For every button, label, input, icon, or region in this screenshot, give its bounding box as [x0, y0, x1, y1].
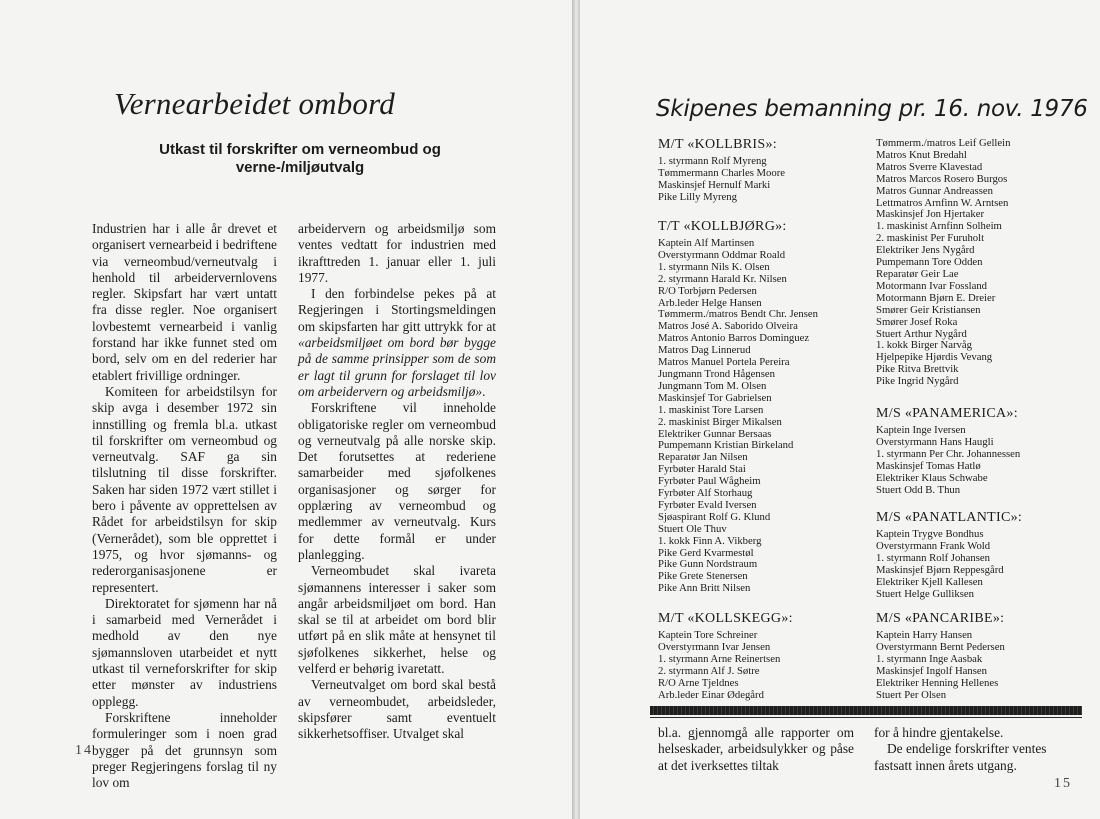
- crew-member: Kaptein Harry Hansen: [876, 629, 973, 641]
- crew-section-kollbjorg: [658, 219, 868, 595]
- crew-member: Matros Sverre Klavestad: [876, 160, 983, 173]
- crew-member: Stuert Helge Gulliksen: [876, 587, 974, 600]
- ship-name: M/S «PANCARIBE»:: [876, 611, 1005, 626]
- crew-member: R/O Arne Tjeldnes: [658, 676, 739, 689]
- crew-member: Overstyrmann Frank Wold: [876, 539, 991, 552]
- paragraph: [298, 286, 496, 400]
- crew-member: Stuert Odd B. Thun: [876, 483, 961, 496]
- paragraph: arbeidervern og arbeidsmiljø som ventes vedtatt for industrien med ikrafttreden 1. januar eller 1. juli 1977.: [298, 221, 496, 285]
- crew-member: Kaptein Inge Iversen: [876, 424, 966, 436]
- crew-member: 1. styrmann Inge Aasbak: [876, 652, 983, 665]
- crew-member: Kaptein Tore Schreiner: [658, 629, 758, 641]
- article-continuation-column-1: [658, 725, 854, 774]
- crew-member: Tømmermann Charles Moore: [658, 166, 786, 179]
- crew-member: Fyrbøter Alf Storhaug: [658, 487, 753, 500]
- crew-member: Elektriker Jens Nygård: [876, 244, 975, 257]
- paragraph: Forskriftene vil inneholde obligatoriske regler om verneombud og verneutvalg på alle norske skip. Det forutsettes at rederiene samarbeider med sjøfolkenes organisasjoner og sørger for opplæring av verneombud og medlemmer av verneutvalg. Kurs for dette formål er under planlegging.: [298, 400, 496, 562]
- crew-member: Jungmann Tom M. Olsen: [658, 379, 767, 392]
- crew-member: Matros Gunnar Andreassen: [876, 184, 993, 197]
- crew-member: 1. styrmann Arne Reinertsen: [658, 652, 781, 665]
- ship-name: M/T «KOLLBRIS»:: [658, 137, 777, 152]
- article-title: Vernearbeidet ombord: [114, 86, 395, 121]
- crew-member: Maskinsjef Tor Gabrielsen: [658, 391, 772, 404]
- section-divider-thin: [650, 717, 1082, 718]
- paragraph-text: .: [482, 383, 486, 399]
- crew-member: Stuert Per Olsen: [876, 688, 947, 701]
- quoted-statement: «arbeidsmiljøet om bord bør bygge på de samme prinsipper som de som er lagt til grunn for forslaget til lov om arbeidervern og arbeidsmiljø»: [298, 335, 496, 399]
- crew-list-title: Skipenes bemanning pr. 16. nov. 1976: [656, 96, 1088, 122]
- crew-member: Motormann Bjørn E. Dreier: [876, 291, 996, 304]
- crew-section-kollskegg: [658, 611, 868, 701]
- crew-member: Tømmerm./matros Leif Gellein: [876, 137, 1011, 149]
- crew-member: Pike Ann Britt Nilsen: [658, 582, 751, 595]
- crew-member: Overstyrmann Ivar Jensen: [658, 640, 771, 653]
- crew-member: Maskinsjef Jon Hjertaker: [876, 208, 985, 221]
- crew-list: [876, 529, 1086, 600]
- crew-member: Pike Ritva Brettvik: [876, 363, 959, 376]
- crew-member: Fyrbøter Evald Iversen: [658, 498, 757, 511]
- crew-section-panamerica: [876, 406, 1086, 496]
- crew-member: 2. maskinist Birger Mikalsen: [658, 415, 782, 428]
- crew-member: Pumpemann Tore Odden: [876, 256, 983, 269]
- crew-member: Maskinsjef Ingolf Hansen: [876, 664, 988, 677]
- article-subtitle: Utkast til forskrifter om verneombud og verne-/miljøutvalg: [159, 141, 441, 176]
- crew-member: Pike Gunn Nordstraum: [658, 558, 758, 571]
- ship-name: M/S «PANATLANTIC»:: [876, 510, 1023, 525]
- crew-member: Maskinsjef Bjørn Reppesgård: [876, 563, 1004, 576]
- crew-member: Smører Geir Kristiansen: [876, 303, 981, 316]
- crew-member: 1. styrmann Rolf Johansen: [876, 551, 990, 564]
- crew-member: Hjelpepike Hjørdis Vevang: [876, 351, 993, 364]
- crew-section-panatlantic: [876, 510, 1086, 600]
- crew-member: Pike Gerd Kvarmestøl: [658, 546, 754, 559]
- crew-member: Matros Antonio Barros Dominguez: [658, 332, 810, 345]
- crew-member: Stuert Arthur Nygård: [876, 327, 967, 340]
- crew-member: Fyrbøter Paul Wågheim: [658, 475, 761, 488]
- crew-member: 2. styrmann Alf J. Søtre: [658, 664, 760, 677]
- page-number: 15: [1054, 776, 1072, 791]
- book-gutter: [572, 0, 580, 819]
- paragraph: Industrien har i alle år drevet et organisert vernearbeid i bedriftene via verneombud/verneutvalg i henhold til arbeidervernlovens regler. Skipsfart har vært untatt fra disse regler. Noe organisert lovbestemt vernearbeid i vanlig forstand har ikke funnet sted om bord, selv om en del rederier har etablert frivillige ordninger.: [92, 221, 277, 383]
- crew-member: Arb.leder Helge Hansen: [658, 296, 762, 309]
- crew-member: 1. kokk Birger Narvåg: [876, 339, 972, 352]
- crew-list: [658, 630, 868, 701]
- crew-member: Matros Manuel Portela Pereira: [658, 356, 790, 369]
- crew-member: Pike Lilly Myreng: [658, 190, 737, 203]
- crew-member: Motormann Ivar Fossland: [876, 279, 988, 292]
- crew-member: Elektriker Klaus Schwabe: [876, 471, 988, 484]
- section-divider: [650, 706, 1082, 715]
- crew-member: 1. maskinist Arnfinn Solheim: [876, 220, 1002, 233]
- ship-name: M/S «PANAMERICA»:: [876, 406, 1018, 421]
- crew-member: Reparatør Geir Lae: [876, 267, 959, 280]
- article-column-2: [298, 221, 496, 743]
- crew-member: Elektriker Kjell Kallesen: [876, 575, 983, 588]
- crew-member: Matros José A. Saborido Olveira: [658, 320, 798, 333]
- crew-member: Overstyrmann Oddmar Roald: [658, 248, 786, 261]
- crew-list: [658, 238, 868, 595]
- crew-member: 1. styrmann Nils K. Olsen: [658, 260, 770, 273]
- ship-name: T/T «KOLLBJØRG»:: [658, 219, 787, 234]
- crew-member: Overstyrmann Hans Haugli: [876, 435, 994, 448]
- crew-member: Elektriker Gunnar Bersaas: [658, 427, 772, 440]
- crew-member: Kaptein Alf Martinsen: [658, 237, 755, 249]
- crew-member: Matros Marcos Rosero Burgos: [876, 172, 1008, 185]
- crew-section-kollbris: [658, 137, 868, 204]
- crew-member: Matros Dag Linnerud: [658, 344, 751, 357]
- crew-member: Pumpemann Kristian Birkeland: [658, 439, 794, 452]
- crew-member: Maskinsjef Hernulf Marki: [658, 178, 771, 191]
- crew-member: Tømmerm./matros Bendt Chr. Jensen: [658, 308, 818, 321]
- crew-member: Pike Grete Stenersen: [658, 570, 748, 583]
- crew-member: Jungmann Trond Hågensen: [658, 367, 775, 380]
- crew-section-pancaribe: [876, 611, 1086, 701]
- paragraph: bl.a. gjennomgå alle rapporter om helseskader, arbeidsulykker og påse at det iverksettes tiltak: [658, 725, 854, 773]
- crew-member: 1. styrmann Rolf Myreng: [658, 155, 767, 167]
- page-number: 14: [75, 743, 93, 758]
- crew-member: Maskinsjef Tomas Hatlø: [876, 459, 981, 472]
- crew-member: Sjøaspirant Rolf G. Klund: [658, 510, 771, 523]
- crew-member: 2. styrmann Harald Kr. Nilsen: [658, 272, 787, 285]
- crew-member: Fyrbøter Harald Stai: [658, 463, 746, 476]
- crew-member: Matros Knut Bredahl: [876, 148, 967, 161]
- crew-list: [876, 630, 1086, 701]
- crew-member: 2. maskinist Per Furuholt: [876, 232, 985, 245]
- crew-member: Overstyrmann Bernt Pedersen: [876, 640, 1005, 653]
- article-column-1: [92, 221, 277, 791]
- crew-list: [658, 156, 868, 204]
- ship-name: M/T «KOLLSKEGG»:: [658, 611, 793, 626]
- paragraph: for å hindre gjentakelse.: [874, 725, 1004, 740]
- crew-member: Pike Ingrid Nygård: [876, 375, 959, 388]
- crew-member: R/O Torbjørn Pedersen: [658, 284, 757, 297]
- crew-list: [876, 138, 1086, 388]
- crew-section-kollbjorg-continued: [876, 138, 1086, 388]
- paragraph: Verneutvalget om bord skal bestå av verneombudet, arbeidsleder, skipsfører samt eventuelt sikkerhetsoffiser. Utvalget skal: [298, 677, 496, 742]
- crew-member: Reparatør Jan Nilsen: [658, 451, 748, 464]
- crew-member: Arb.leder Einar Ødegård: [658, 688, 764, 701]
- crew-member: Kaptein Trygve Bondhus: [876, 528, 984, 540]
- crew-list: [876, 425, 1086, 496]
- paragraph: Forskriftene inneholder formuleringer som i noen grad bygger på det grunnsyn som preger Regjeringens forslag til ny lov om: [92, 709, 277, 791]
- crew-member: Stuert Ole Thuv: [658, 522, 727, 535]
- crew-member: 1. styrmann Per Chr. Johannessen: [876, 447, 1021, 460]
- paragraph: Direktoratet for sjømenn har nå i samarbeid med Vernerådet i medhold av den nye sjømannsloven utarbeidet et nytt utkast til verneforskrifter for skip etter mønster av industriens opplegg.: [92, 595, 277, 709]
- crew-member: Smører Josef Roka: [876, 315, 958, 328]
- paragraph: Komiteen for arbeidstilsyn for skip avga i desember 1972 sin innstilling og fremla bl.a. utkast til forskrifter om verneombud og verneutvalg. SAF ga sin tilslutning til disse forskrifter. Saken har siden 1972 vært stillet i bero i påvente av opprettelsen av Rådet for arbeidstilsyn for skip (Vernerådet), som ble opprettet i 1975, og hvor sjømanns- og rederorganisasjonene er representert.: [92, 383, 277, 595]
- crew-member: Lettmatros Arnfinn W. Arntsen: [876, 196, 1009, 209]
- paragraph-text: I den forbindelse pekes på at Regjeringen i Stortingsmeldingen om skipsfarten har gitt uttrykk for at: [298, 286, 496, 334]
- crew-member: 1. maskinist Tore Larsen: [658, 403, 764, 416]
- paragraph: Verneombudet skal ivareta sjømannens interesser i saker som angår arbeidsmiljøet om bord. Han skal se til at arbeidet om bord blir utført på en slik måte at hensynet til sjøfolkenes sikkerhet, helse og velferd er behørig ivaretatt.: [298, 563, 496, 677]
- right-page: [580, 0, 1100, 819]
- article-continuation-column-2: [874, 725, 1070, 774]
- crew-member: 1. kokk Finn A. Vikberg: [658, 534, 762, 547]
- crew-member: Elektriker Henning Hellenes: [876, 676, 999, 689]
- paragraph: De endelige forskrifter ventes fastsatt innen årets utgang.: [874, 741, 1047, 773]
